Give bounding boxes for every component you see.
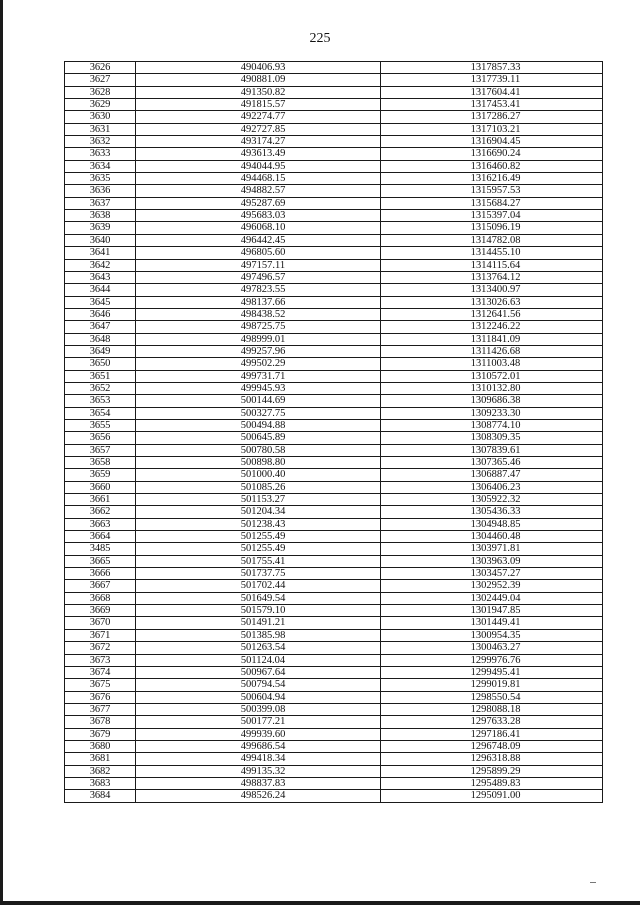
x-coordinate-cell: 501579.10 <box>136 605 381 617</box>
y-coordinate-cell: 1315096.19 <box>381 222 603 234</box>
table-row <box>65 173 603 185</box>
point-number-cell: 3654 <box>65 407 136 419</box>
point-number-cell: 3655 <box>65 419 136 431</box>
point-number-cell: 3662 <box>65 506 136 518</box>
x-coordinate-cell: 498999.01 <box>136 333 381 345</box>
x-coordinate-cell: 499939.60 <box>136 728 381 740</box>
table-row <box>65 703 603 715</box>
y-coordinate-cell: 1317604.41 <box>381 86 603 98</box>
table-row <box>65 654 603 666</box>
table-row <box>65 617 603 629</box>
point-number-cell: 3639 <box>65 222 136 234</box>
x-coordinate-cell: 490406.93 <box>136 62 381 74</box>
x-coordinate-cell: 500604.94 <box>136 691 381 703</box>
point-number-cell: 3653 <box>65 395 136 407</box>
point-number-cell: 3684 <box>65 790 136 802</box>
point-number-cell: 3676 <box>65 691 136 703</box>
table-row <box>65 444 603 456</box>
y-coordinate-cell: 1317453.41 <box>381 99 603 111</box>
y-coordinate-cell: 1299495.41 <box>381 666 603 678</box>
point-number-cell: 3659 <box>65 469 136 481</box>
x-coordinate-cell: 495683.03 <box>136 210 381 222</box>
table-row <box>65 247 603 259</box>
x-coordinate-cell: 492274.77 <box>136 111 381 123</box>
table-row <box>65 136 603 148</box>
y-coordinate-cell: 1315684.27 <box>381 197 603 209</box>
y-coordinate-cell: 1309686.38 <box>381 395 603 407</box>
table-row <box>65 777 603 789</box>
x-coordinate-cell: 501702.44 <box>136 580 381 592</box>
table-row <box>65 494 603 506</box>
point-number-cell: 3660 <box>65 481 136 493</box>
y-coordinate-cell: 1301947.85 <box>381 605 603 617</box>
point-number-cell: 3637 <box>65 197 136 209</box>
x-coordinate-cell: 499686.54 <box>136 740 381 752</box>
table-row <box>65 321 603 333</box>
y-coordinate-cell: 1312641.56 <box>381 308 603 320</box>
y-coordinate-cell: 1307839.61 <box>381 444 603 456</box>
table-row <box>65 345 603 357</box>
x-coordinate-cell: 493613.49 <box>136 148 381 160</box>
table-row <box>65 716 603 728</box>
y-coordinate-cell: 1310572.01 <box>381 370 603 382</box>
x-coordinate-cell: 492727.85 <box>136 123 381 135</box>
point-number-cell: 3673 <box>65 654 136 666</box>
point-number-cell: 3678 <box>65 716 136 728</box>
y-coordinate-cell: 1316216.49 <box>381 173 603 185</box>
table-row <box>65 284 603 296</box>
y-coordinate-cell: 1300463.27 <box>381 642 603 654</box>
point-number-cell: 3674 <box>65 666 136 678</box>
table-row <box>65 296 603 308</box>
table-row <box>65 358 603 370</box>
point-number-cell: 3640 <box>65 234 136 246</box>
y-coordinate-cell: 1311426.68 <box>381 345 603 357</box>
point-number-cell: 3656 <box>65 432 136 444</box>
y-coordinate-cell: 1311841.09 <box>381 333 603 345</box>
x-coordinate-cell: 501385.98 <box>136 629 381 641</box>
table-row <box>65 629 603 641</box>
table-row <box>65 543 603 555</box>
point-number-cell: 3683 <box>65 777 136 789</box>
y-coordinate-cell: 1317103.21 <box>381 123 603 135</box>
point-number-cell: 3631 <box>65 123 136 135</box>
y-coordinate-cell: 1303457.27 <box>381 568 603 580</box>
y-coordinate-cell: 1301449.41 <box>381 617 603 629</box>
point-number-cell: 3648 <box>65 333 136 345</box>
y-coordinate-cell: 1306406.23 <box>381 481 603 493</box>
table-row <box>65 506 603 518</box>
point-number-cell: 3663 <box>65 518 136 530</box>
point-number-cell: 3629 <box>65 99 136 111</box>
y-coordinate-cell: 1295899.29 <box>381 765 603 777</box>
table-row <box>65 99 603 111</box>
table-row <box>65 740 603 752</box>
x-coordinate-cell: 500967.64 <box>136 666 381 678</box>
point-number-cell: 3680 <box>65 740 136 752</box>
table-row <box>65 86 603 98</box>
table-row <box>65 580 603 592</box>
x-coordinate-cell: 494882.57 <box>136 185 381 197</box>
point-number-cell: 3630 <box>65 111 136 123</box>
y-coordinate-cell: 1299019.81 <box>381 679 603 691</box>
point-number-cell: 3633 <box>65 148 136 160</box>
scan-artifact-mark <box>590 882 596 883</box>
point-number-cell: 3658 <box>65 457 136 469</box>
y-coordinate-cell: 1307365.46 <box>381 457 603 469</box>
x-coordinate-cell: 499257.96 <box>136 345 381 357</box>
table-row <box>65 197 603 209</box>
y-coordinate-cell: 1316904.45 <box>381 136 603 148</box>
table-row <box>65 790 603 802</box>
x-coordinate-cell: 496068.10 <box>136 222 381 234</box>
y-coordinate-cell: 1302952.39 <box>381 580 603 592</box>
y-coordinate-cell: 1297186.41 <box>381 728 603 740</box>
point-number-cell: 3642 <box>65 259 136 271</box>
scan-border-bottom <box>0 901 640 905</box>
table-row <box>65 481 603 493</box>
y-coordinate-cell: 1313026.63 <box>381 296 603 308</box>
y-coordinate-cell: 1303963.09 <box>381 555 603 567</box>
page-number: 225 <box>309 31 331 46</box>
y-coordinate-cell: 1314455.10 <box>381 247 603 259</box>
y-coordinate-cell: 1297633.28 <box>381 716 603 728</box>
table-row <box>65 259 603 271</box>
table-row <box>65 222 603 234</box>
y-coordinate-cell: 1298088.18 <box>381 703 603 715</box>
x-coordinate-cell: 498526.24 <box>136 790 381 802</box>
y-coordinate-cell: 1313400.97 <box>381 284 603 296</box>
table-row <box>65 308 603 320</box>
table-row <box>65 666 603 678</box>
table-row <box>65 148 603 160</box>
x-coordinate-cell: 501000.40 <box>136 469 381 481</box>
point-number-cell: 3672 <box>65 642 136 654</box>
point-number-cell: 3667 <box>65 580 136 592</box>
y-coordinate-cell: 1302449.04 <box>381 592 603 604</box>
point-number-cell: 3644 <box>65 284 136 296</box>
y-coordinate-cell: 1308774.10 <box>381 419 603 431</box>
x-coordinate-cell: 499945.93 <box>136 382 381 394</box>
x-coordinate-cell: 497496.57 <box>136 271 381 283</box>
table-row <box>65 160 603 172</box>
x-coordinate-cell: 500794.54 <box>136 679 381 691</box>
point-number-cell: 3668 <box>65 592 136 604</box>
table-row <box>65 555 603 567</box>
table-row <box>65 419 603 431</box>
point-number-cell: 3650 <box>65 358 136 370</box>
x-coordinate-cell: 501263.54 <box>136 642 381 654</box>
y-coordinate-cell: 1314115.64 <box>381 259 603 271</box>
x-coordinate-cell: 495287.69 <box>136 197 381 209</box>
y-coordinate-cell: 1314782.08 <box>381 234 603 246</box>
y-coordinate-cell: 1304948.85 <box>381 518 603 530</box>
table-row <box>65 395 603 407</box>
table-row <box>65 123 603 135</box>
x-coordinate-cell: 500780.58 <box>136 444 381 456</box>
x-coordinate-cell: 501085.26 <box>136 481 381 493</box>
y-coordinate-cell: 1304460.48 <box>381 531 603 543</box>
table-row <box>65 691 603 703</box>
point-number-cell: 3652 <box>65 382 136 394</box>
scan-border-left <box>0 0 3 905</box>
point-number-cell: 3643 <box>65 271 136 283</box>
x-coordinate-cell: 501755.41 <box>136 555 381 567</box>
x-coordinate-cell: 491350.82 <box>136 86 381 98</box>
point-number-cell: 3671 <box>65 629 136 641</box>
point-number-cell: 3638 <box>65 210 136 222</box>
x-coordinate-cell: 498137.66 <box>136 296 381 308</box>
table-row <box>65 457 603 469</box>
y-coordinate-cell: 1312246.22 <box>381 321 603 333</box>
y-coordinate-cell: 1305436.33 <box>381 506 603 518</box>
x-coordinate-cell: 493174.27 <box>136 136 381 148</box>
x-coordinate-cell: 499418.34 <box>136 753 381 765</box>
x-coordinate-cell: 501238.43 <box>136 518 381 530</box>
x-coordinate-cell: 496805.60 <box>136 247 381 259</box>
point-number-cell: 3634 <box>65 160 136 172</box>
x-coordinate-cell: 499135.32 <box>136 765 381 777</box>
table-row <box>65 234 603 246</box>
y-coordinate-cell: 1296318.88 <box>381 753 603 765</box>
point-number-cell: 3641 <box>65 247 136 259</box>
y-coordinate-cell: 1303971.81 <box>381 543 603 555</box>
x-coordinate-cell: 500177.21 <box>136 716 381 728</box>
point-number-cell: 3636 <box>65 185 136 197</box>
y-coordinate-cell: 1298550.54 <box>381 691 603 703</box>
y-coordinate-cell: 1311003.48 <box>381 358 603 370</box>
point-number-cell: 3645 <box>65 296 136 308</box>
point-number-cell: 3649 <box>65 345 136 357</box>
x-coordinate-cell: 499502.29 <box>136 358 381 370</box>
y-coordinate-cell: 1316690.24 <box>381 148 603 160</box>
y-coordinate-cell: 1306887.47 <box>381 469 603 481</box>
table-row <box>65 111 603 123</box>
point-number-cell: 3632 <box>65 136 136 148</box>
table-row <box>65 592 603 604</box>
table-row <box>65 753 603 765</box>
table-row <box>65 210 603 222</box>
x-coordinate-cell: 501124.04 <box>136 654 381 666</box>
x-coordinate-cell: 498725.75 <box>136 321 381 333</box>
table-row <box>65 642 603 654</box>
point-number-cell: 3661 <box>65 494 136 506</box>
y-coordinate-cell: 1310132.80 <box>381 382 603 394</box>
table-row <box>65 518 603 530</box>
table-row <box>65 370 603 382</box>
table-row <box>65 271 603 283</box>
point-number-cell: 3665 <box>65 555 136 567</box>
x-coordinate-cell: 501255.49 <box>136 531 381 543</box>
table-row <box>65 531 603 543</box>
x-coordinate-cell: 500144.69 <box>136 395 381 407</box>
point-number-cell: 3651 <box>65 370 136 382</box>
y-coordinate-cell: 1316460.82 <box>381 160 603 172</box>
y-coordinate-cell: 1305922.32 <box>381 494 603 506</box>
y-coordinate-cell: 1308309.35 <box>381 432 603 444</box>
x-coordinate-cell: 500327.75 <box>136 407 381 419</box>
x-coordinate-cell: 501204.34 <box>136 506 381 518</box>
table-row <box>65 568 603 580</box>
y-coordinate-cell: 1309233.30 <box>381 407 603 419</box>
x-coordinate-cell: 501255.49 <box>136 543 381 555</box>
table-row <box>65 432 603 444</box>
x-coordinate-cell: 501153.27 <box>136 494 381 506</box>
point-number-cell: 3682 <box>65 765 136 777</box>
point-number-cell: 3627 <box>65 74 136 86</box>
x-coordinate-cell: 500898.80 <box>136 457 381 469</box>
x-coordinate-cell: 496442.45 <box>136 234 381 246</box>
coordinates-table-body <box>65 62 603 803</box>
y-coordinate-cell: 1295489.83 <box>381 777 603 789</box>
point-number-cell: 3628 <box>65 86 136 98</box>
y-coordinate-cell: 1296748.09 <box>381 740 603 752</box>
y-coordinate-cell: 1300954.35 <box>381 629 603 641</box>
table-row <box>65 333 603 345</box>
x-coordinate-cell: 494468.15 <box>136 173 381 185</box>
x-coordinate-cell: 501491.21 <box>136 617 381 629</box>
y-coordinate-cell: 1317739.11 <box>381 74 603 86</box>
table-row <box>65 185 603 197</box>
point-number-cell: 3657 <box>65 444 136 456</box>
point-number-cell: 3679 <box>65 728 136 740</box>
x-coordinate-cell: 501649.54 <box>136 592 381 604</box>
point-number-cell: 3681 <box>65 753 136 765</box>
table-row <box>65 407 603 419</box>
x-coordinate-cell: 500399.08 <box>136 703 381 715</box>
point-number-cell: 3669 <box>65 605 136 617</box>
table-row <box>65 469 603 481</box>
table-row <box>65 765 603 777</box>
y-coordinate-cell: 1313764.12 <box>381 271 603 283</box>
point-number-cell: 3646 <box>65 308 136 320</box>
x-coordinate-cell: 501737.75 <box>136 568 381 580</box>
point-number-cell: 3666 <box>65 568 136 580</box>
point-number-cell: 3670 <box>65 617 136 629</box>
point-number-cell: 3664 <box>65 531 136 543</box>
x-coordinate-cell: 491815.57 <box>136 99 381 111</box>
table-row <box>65 74 603 86</box>
table-row <box>65 382 603 394</box>
x-coordinate-cell: 500494.88 <box>136 419 381 431</box>
point-number-cell: 3635 <box>65 173 136 185</box>
y-coordinate-cell: 1317857.33 <box>381 62 603 74</box>
point-number-cell: 3626 <box>65 62 136 74</box>
x-coordinate-cell: 494044.95 <box>136 160 381 172</box>
point-number-cell: 3677 <box>65 703 136 715</box>
table-row <box>65 62 603 74</box>
table-row <box>65 728 603 740</box>
x-coordinate-cell: 499731.71 <box>136 370 381 382</box>
x-coordinate-cell: 497823.55 <box>136 284 381 296</box>
point-number-cell: 3485 <box>65 543 136 555</box>
table-row <box>65 679 603 691</box>
coordinates-table <box>64 61 603 803</box>
x-coordinate-cell: 497157.11 <box>136 259 381 271</box>
x-coordinate-cell: 498837.83 <box>136 777 381 789</box>
x-coordinate-cell: 500645.89 <box>136 432 381 444</box>
y-coordinate-cell: 1317286.27 <box>381 111 603 123</box>
point-number-cell: 3675 <box>65 679 136 691</box>
table-row <box>65 605 603 617</box>
y-coordinate-cell: 1315397.04 <box>381 210 603 222</box>
y-coordinate-cell: 1299976.76 <box>381 654 603 666</box>
x-coordinate-cell: 498438.52 <box>136 308 381 320</box>
point-number-cell: 3647 <box>65 321 136 333</box>
y-coordinate-cell: 1315957.53 <box>381 185 603 197</box>
x-coordinate-cell: 490881.09 <box>136 74 381 86</box>
y-coordinate-cell: 1295091.00 <box>381 790 603 802</box>
